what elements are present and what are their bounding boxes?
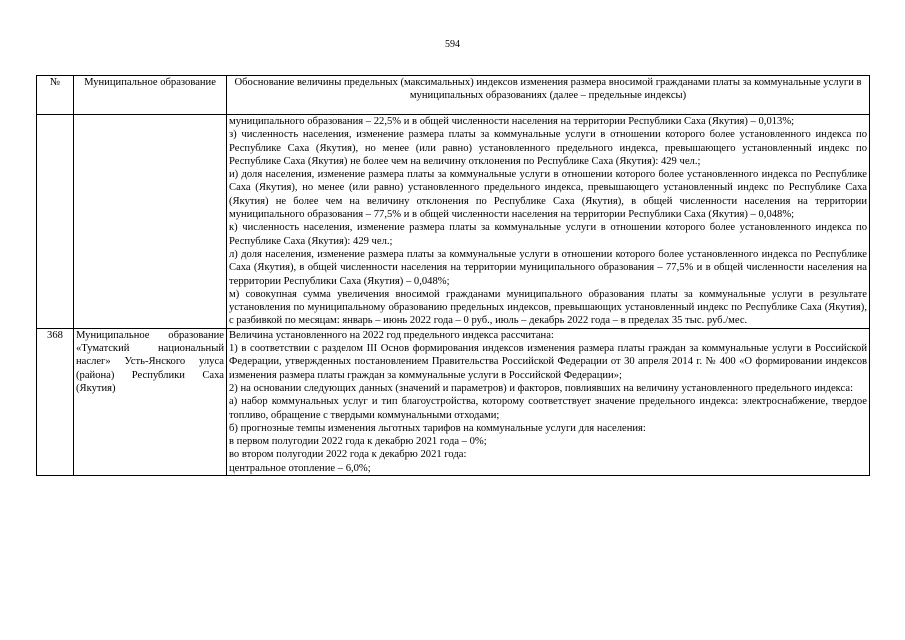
row-number: 368 (37, 328, 74, 475)
paragraph: з) численность населения, изменение размера платы за коммунальные услуги в отношении которого более установленного индекса по Республике Саха (Якутия), но менее (или равно) установленного предельного индекса, превышающего установленный индекс по Республике Саха (Якутия) не более чем на величину отклонения по Республике Саха (Якутия): 429 чел.; (229, 129, 867, 167)
header-justification: Обоснование величины предельных (максимальных) индексов изменения размера вносимой гражданами платы за коммунальные услуги в муниципальных образованиях (далее – предельные индексы) (227, 76, 870, 115)
row-justification (227, 115, 870, 329)
indices-table (36, 75, 870, 476)
header-number: № (37, 76, 74, 115)
paragraph: м) совокупная сумма увеличения вносимой гражданами муниципального образования платы за коммунальные услуги в результате установления по муниципальному образованию предельных индексов, превышающих установленный индекс по Республике Саха (Якутия), с разбивкой по месяцам: январь – июнь 2022 года – 0 руб., июль – декабрь 2022 года – в пределах 35 тыс. руб./мес. (229, 288, 867, 327)
table-row (37, 328, 870, 475)
row-municipality: Муниципальное образование «Туматский национальный наслег» Усть-Янского улуса (района) Республики Саха (Якутия) (74, 328, 227, 475)
paragraph: б) прогнозные темпы изменения льготных тарифов на коммунальные услуги для населения: (229, 422, 646, 434)
paragraph: в первом полугодии 2022 года к декабрю 2021 года – 0%; (229, 436, 487, 448)
row-justification (227, 328, 870, 475)
page-number: 594 (445, 39, 460, 50)
row-number (37, 115, 74, 329)
paragraph: л) доля населения, изменение размера платы за коммунальные услуги в отношении которого более установленного индекса по Республике Саха (Якутия), в общей численности населения на территории муниципального образования – 77,5% и в общей численности населения на территории Республики Саха (Якутия) – 0,048%; (229, 248, 867, 287)
paragraph: 2) на основании следующих данных (значений и параметров) и факторов, повлиявших на величину установленного предельного индекса: (229, 382, 854, 394)
table-row (37, 115, 870, 329)
row-municipality (74, 115, 227, 329)
paragraph: муниципального образования – 22,5% и в общей численности населения на территории Республики Саха (Якутия) – 0,013%; (229, 116, 795, 127)
paragraph: а) набор коммунальных услуг и тип благоустройства, которому соответствует значение предельного индекса: электроснабжение, твердое топливо, обращение с твердыми коммунальными отходами; (229, 396, 867, 421)
paragraph: к) численность населения, изменение размера платы за коммунальные услуги в отношении которого более установленного индекса по Республике Саха (Якутия): 429 чел.; (229, 222, 867, 247)
paragraph: центральное отопление – 6,0%; (229, 462, 371, 474)
paragraph: Величина установленного на 2022 год предельного индекса рассчитана: (229, 329, 554, 341)
paragraph: во втором полугодии 2022 года к декабрю 2021 года: (229, 449, 467, 461)
header-municipality: Муниципальное образование (74, 76, 227, 115)
table-header-row (37, 76, 870, 115)
paragraph: 1) в соответствии с разделом III Основ формирования индексов изменения размера платы граждан за коммунальные услуги в Российской Федерации, утвержденных постановлением Правительства Российской Федерации от 30 апреля 2014 г. № 400 «О формировании индексов изменения размера платы граждан за коммунальные услуги в Российской Федерации»; (229, 343, 867, 381)
paragraph: и) доля населения, изменение размера платы за коммунальные услуги в отношении которого более установленного индекса по Республике Саха (Якутия), но менее (или равно) установленного предельного индекса, превышающего установленный индекс по Республике Саха (Якутия) не более чем на величину отклонения по Республике Саха (Якутия), в общей численности населения на территории муниципального образования – 77,5% и в общей численности населения на территории Республики Саха (Якутия) – 0,048%; (229, 169, 867, 221)
